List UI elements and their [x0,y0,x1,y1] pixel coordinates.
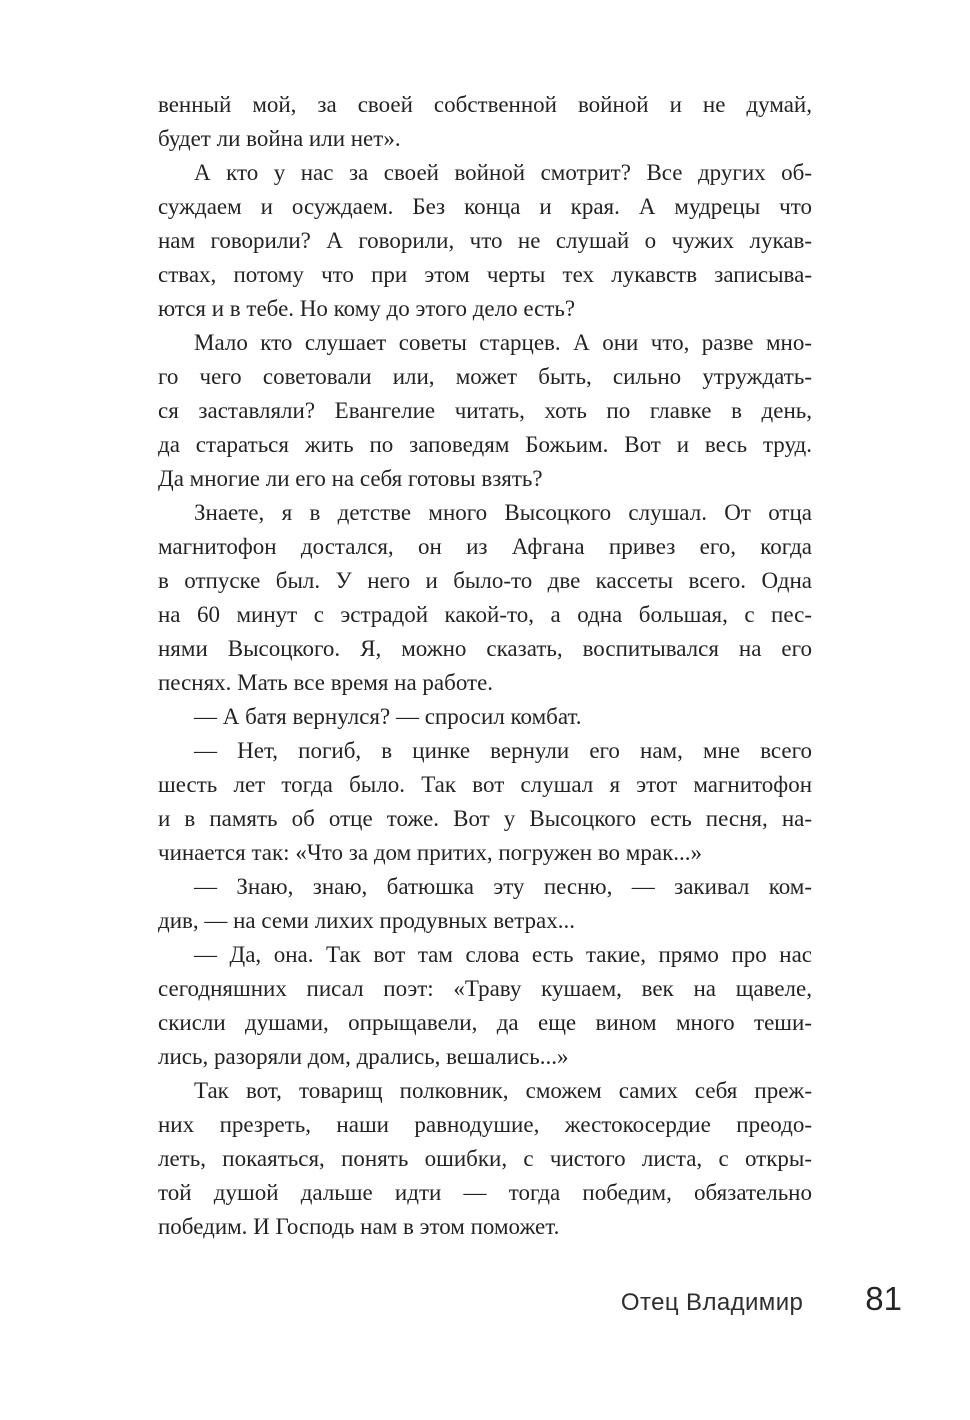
text-line: Да многие ли его на себя готовы взять? [158,466,543,491]
text-line: ся заставляли? Евангелие читать, хоть по главке в день, [158,398,812,423]
text-line: победим. И Господь нам в этом поможет. [158,1214,560,1239]
text-line: леть, покаяться, понять ошибки, с чистого листа, с откры- [158,1146,812,1171]
text-line: скисли душами, опрыщавели, да еще вином много теши- [158,1010,812,1035]
text-line: — Знаю, знаю, батюшка эту песню, — закивал ком- [194,874,812,899]
text-line: А кто у нас за своей войной смотрит? Все других об- [194,160,812,185]
text-line: нями Высоцкого. Я, можно сказать, воспитывался на его [158,636,812,661]
text-line: шесть лет тогда было. Так вот слушал я этот магнитофон [158,772,812,797]
text-line: магнитофон достался, он из Афгана привез его, когда [158,534,812,559]
text-line: в отпуске был. У него и было-то две кассеты всего. Одна [158,568,812,593]
text-line: них презреть, наши равнодушие, жестокосердие преодо- [158,1112,812,1137]
text-line: песнях. Мать все время на работе. [158,670,494,695]
text-line: нам говорили? А говорили, что не слушай о чужих лукав- [158,228,812,253]
page-number: 81 [865,1280,902,1317]
text-line: — Да, она. Так вот там слова есть такие, прямо про нас [194,942,812,967]
text-line: Знаете, я в детстве много Высоцкого слушал. От отца [194,500,812,525]
text-line: на 60 минут с эстрадой какой-то, а одна большая, с пес- [158,602,812,627]
text-line: лись, разоряли дом, дрались, вешались...» [158,1044,569,1069]
text-line: ются и в тебе. Но кому до этого дело есть? [158,296,576,321]
text-line: го чего советовали или, может быть, сильно утруждать- [158,364,812,389]
text-line: да стараться жить по заповедям Божьим. Вот и весь труд. [158,432,812,457]
page-footer [158,1280,902,1318]
running-title: Отец Владимир [620,1289,804,1316]
text-line: венный мой, за своей собственной войной и не думай, [158,92,812,117]
text-line: Так вот, товарищ полковник, сможем самих себя преж- [194,1078,812,1103]
text-line: и в память об отце тоже. Вот у Высоцкого есть песня, на- [158,806,812,831]
text-line: той душой дальше идти — тогда победим, обязательно [158,1180,812,1205]
body-text [158,88,812,1244]
text-line: — Нет, погиб, в цинке вернули его нам, мне всего [194,738,812,763]
text-line: сегодняшних писал поэт: «Траву кушаем, век на щавеле, [158,976,812,1001]
text-line: див, — на семи лихих продувных ветрах... [158,908,575,933]
text-line: — А батя вернулся? — спросил комбат. [194,704,582,729]
text-line: суждаем и осуждаем. Без конца и края. А мудрецы что [158,194,812,219]
text-line: ствах, потому что при этом черты тех лукавств записыва- [158,262,812,287]
text-line: Мало кто слушает советы старцев. А они что, разве мно- [194,330,812,355]
text-line: чинается так: «Что за дом притих, погружен во мрак...» [158,840,702,865]
text-line: будет ли война или нет». [158,126,401,151]
